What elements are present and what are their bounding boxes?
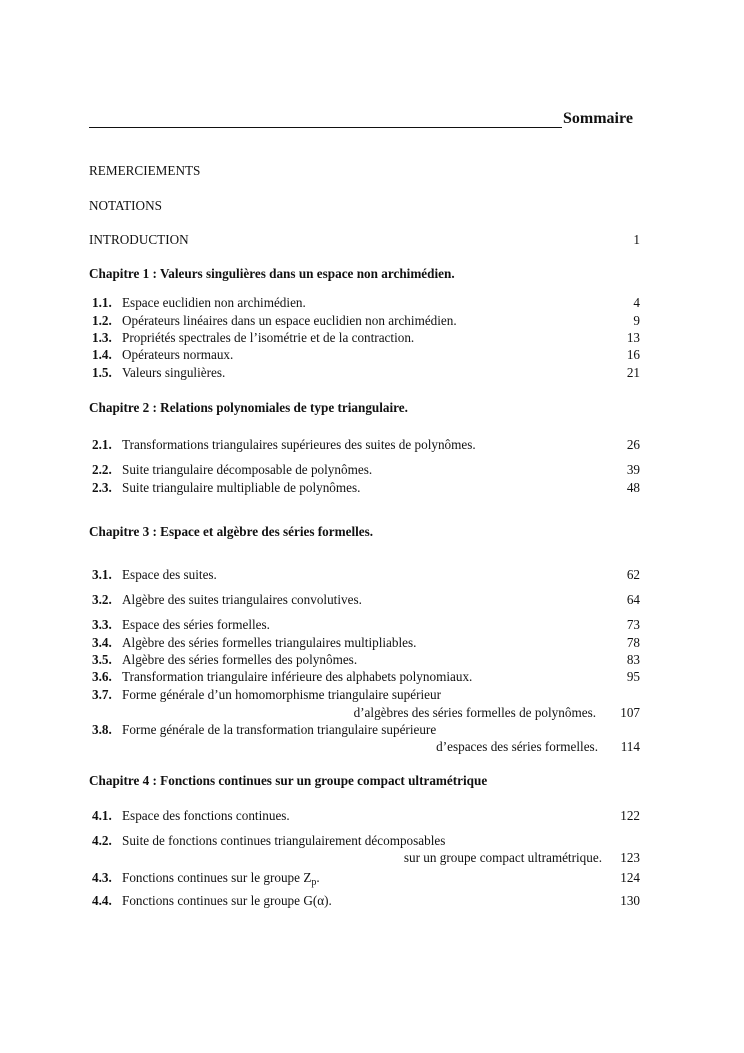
section-number: 1.1. [92, 295, 112, 310]
chapter-heading-3: Chapitre 3 : Espace et algèbre des séries formelles. [89, 524, 374, 539]
section-page: 73 [626, 617, 640, 632]
chapter-heading-1: Chapitre 1 : Valeurs singulières dans un espace non archimédien. [89, 266, 455, 281]
section-page: 13 [626, 330, 640, 345]
section-page: 21 [626, 365, 640, 380]
section-page: 4 [633, 295, 640, 310]
section-title: Espace des suites. [122, 567, 217, 582]
section-title: Algèbre des suites triangulaires convolutives. [122, 592, 362, 607]
section-number: 3.5. [92, 652, 112, 667]
section-title: Suite triangulaire multipliable de polynômes. [122, 480, 361, 495]
section-page: 107 [620, 705, 640, 720]
section-title: Espace des fonctions continues. [122, 808, 290, 823]
section-number: 4.2. [92, 833, 112, 848]
section-page: 16 [626, 347, 640, 362]
section-page: 130 [620, 893, 640, 908]
section-title: Algèbre des séries formelles triangulaires multipliables. [122, 635, 417, 650]
section-title-continuation: sur un groupe compact ultramétrique. [403, 850, 602, 865]
section-page: 9 [633, 313, 640, 328]
symbol-letter: Z [303, 870, 312, 885]
symbol-suffix: . [328, 893, 332, 908]
section-number: 1.3. [92, 330, 112, 345]
section-number: 2.2. [92, 462, 112, 477]
section-page: 114 [620, 739, 640, 754]
section-number: 3.4. [92, 635, 112, 650]
section-title: Opérateurs linéaires dans un espace euclidien non archimédien. [122, 313, 457, 328]
toc-entry-introduction: INTRODUCTION [89, 232, 189, 247]
section-page: 62 [626, 567, 640, 582]
section-page: 26 [626, 437, 640, 452]
section-page: 83 [626, 652, 640, 667]
symbol-subscript: p [311, 877, 317, 888]
section-number: 1.4. [92, 347, 112, 362]
zp-symbol [303, 870, 317, 888]
section-page: 124 [620, 870, 640, 885]
section-number: 4.3. [92, 870, 112, 885]
symbol-suffix: . [316, 870, 320, 885]
section-number: 3.3. [92, 617, 112, 632]
section-number: 2.3. [92, 480, 112, 495]
section-number: 4.1. [92, 808, 112, 823]
section-title: Suite de fonctions continues triangulairement décomposables [122, 833, 446, 848]
header-rule [89, 127, 562, 128]
section-number: 3.8. [92, 722, 112, 737]
section-title: Transformation triangulaire inférieure des alphabets polynomiaux. [122, 669, 473, 684]
toc-entry-remerciements: REMERCIEMENTS [89, 163, 201, 178]
section-page: 122 [620, 808, 640, 823]
section-title: Valeurs singulières. [122, 365, 226, 380]
section-number: 3.2. [92, 592, 112, 607]
section-number: 1.2. [92, 313, 112, 328]
section-title: Suite triangulaire décomposable de polynômes. [122, 462, 373, 477]
section-number: 3.7. [92, 687, 112, 702]
section-page: 64 [626, 592, 640, 607]
page-title: Sommaire [563, 110, 633, 127]
section-title: Fonctions continues sur le groupe [122, 893, 301, 908]
section-title: Algèbre des séries formelles des polynômes. [122, 652, 358, 667]
section-number: 3.1. [92, 567, 112, 582]
chapter-heading-4: Chapitre 4 : Fonctions continues sur un groupe compact ultramétrique [89, 773, 488, 788]
section-title-continuation: d’algèbres des séries formelles de polynômes. [353, 705, 596, 720]
section-title: Espace des séries formelles. [122, 617, 270, 632]
section-page: 95 [626, 669, 640, 684]
toc-entry-notations: NOTATIONS [89, 198, 162, 213]
section-title-continuation: d’espaces des séries formelles. [436, 739, 598, 754]
section-title-line [122, 870, 320, 888]
section-title: Espace euclidien non archimédien. [122, 295, 306, 310]
section-title: Forme générale de la transformation triangulaire supérieure [122, 722, 437, 737]
section-page: 48 [626, 480, 640, 495]
section-title: Fonctions continues sur le groupe [122, 870, 301, 885]
toc-page-introduction: 1 [633, 232, 640, 247]
section-title: Opérateurs normaux. [122, 347, 234, 362]
section-title: Transformations triangulaires supérieures des suites de polynômes. [122, 437, 476, 452]
section-title: Forme générale d’un homomorphisme triangulaire supérieur [122, 687, 441, 702]
section-number: 4.4. [92, 893, 112, 908]
section-page: 123 [620, 850, 640, 865]
section-title: Propriétés spectrales de l’isométrie et de la contraction. [122, 330, 415, 345]
section-number: 1.5. [92, 365, 112, 380]
chapter-heading-2: Chapitre 2 : Relations polynomiales de type triangulaire. [89, 400, 408, 415]
g-alpha-symbol: G(α) [303, 893, 329, 908]
section-page: 78 [626, 635, 640, 650]
section-title-line [122, 893, 332, 909]
section-number: 2.1. [92, 437, 112, 452]
section-page: 39 [626, 462, 640, 477]
section-number: 3.6. [92, 669, 112, 684]
